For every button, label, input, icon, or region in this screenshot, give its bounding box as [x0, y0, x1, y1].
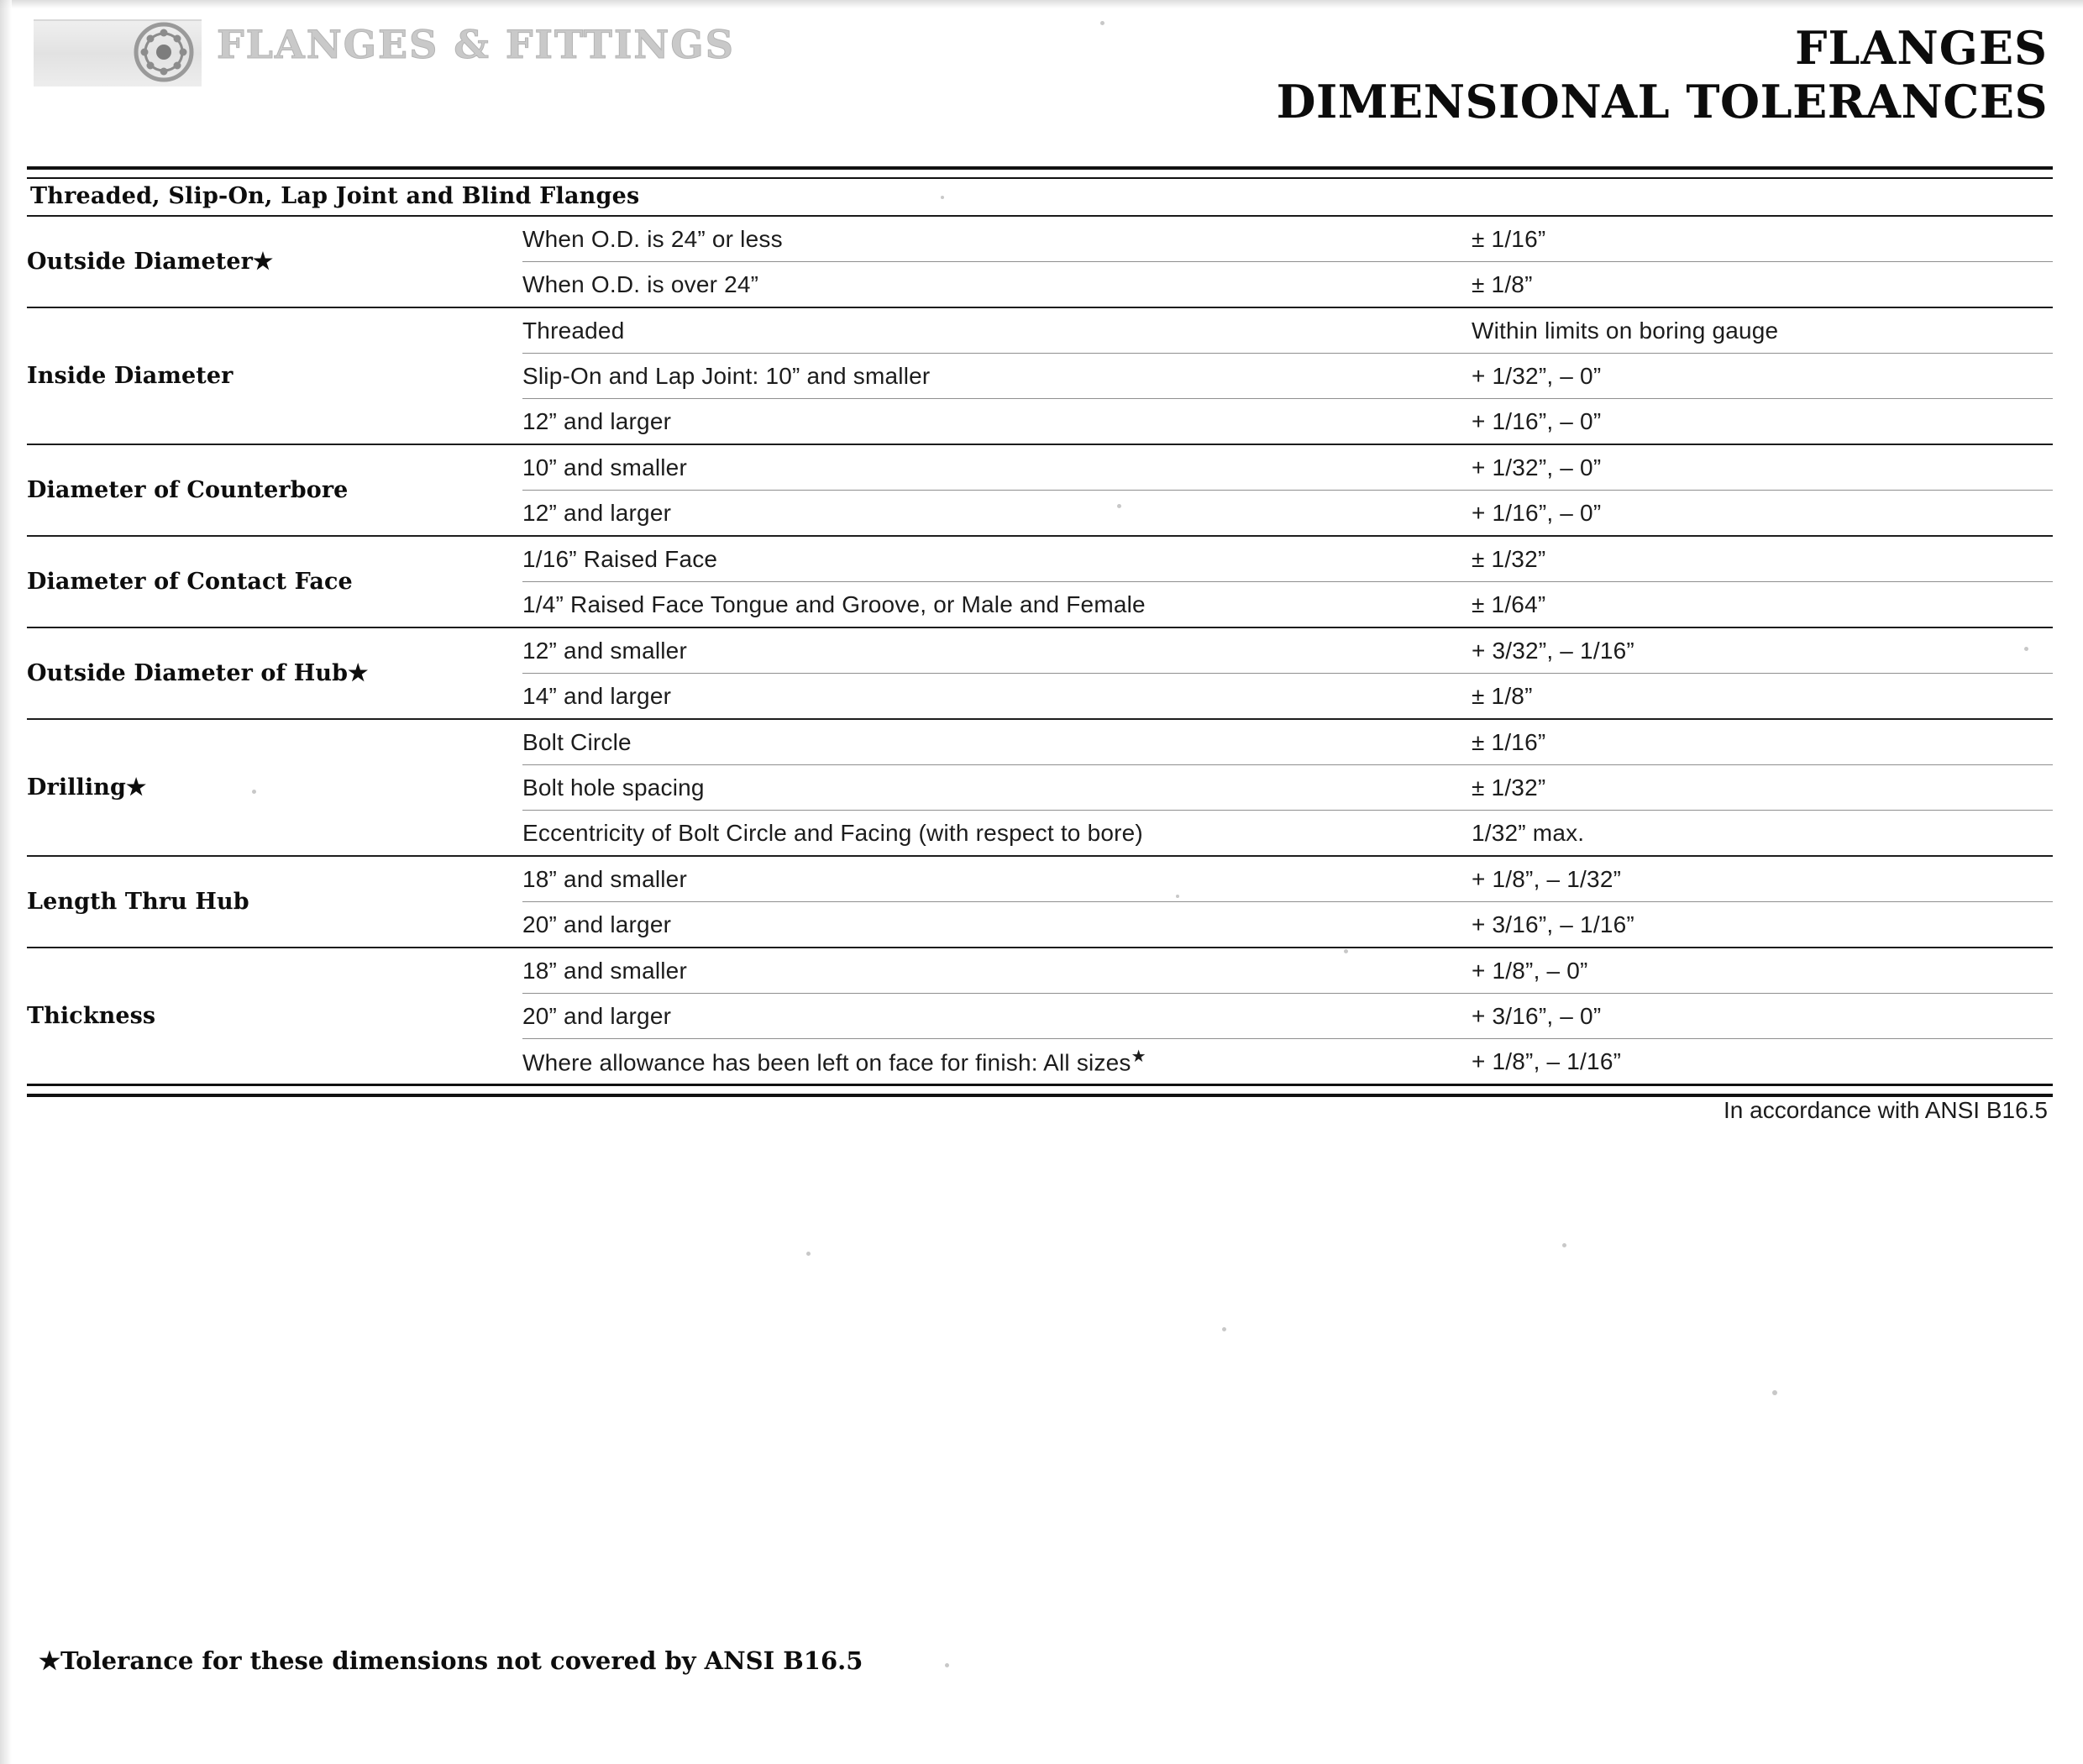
page-title [1277, 22, 2048, 129]
row-tolerance: + 1/8”, – 1/16” [1472, 1039, 2053, 1084]
row-condition: 12” and larger [522, 491, 1472, 537]
row-tolerance: + 1/8”, – 0” [1472, 948, 2053, 994]
scan-speck [1222, 1327, 1226, 1331]
scan-speck [1100, 21, 1104, 25]
table-row [27, 307, 2053, 354]
row-label: Diameter of Counterbore [27, 444, 522, 536]
table-top-rule [27, 166, 2053, 179]
scan-speck [806, 1252, 811, 1256]
page-header [0, 0, 2083, 160]
row-condition: Bolt hole spacing [522, 765, 1472, 811]
row-label: Inside Diameter [27, 307, 522, 444]
scan-edge-left [0, 0, 12, 1764]
row-condition: 14” and larger [522, 674, 1472, 720]
row-condition-text: Where allowance has been left on face for finish: All sizes [522, 1049, 1131, 1076]
row-condition: When O.D. is over 24” [522, 262, 1472, 308]
table-row [27, 627, 2053, 674]
page-title-sub: DIMENSIONAL TOLERANCES [1276, 75, 2048, 129]
row-condition: 20” and larger [522, 994, 1472, 1039]
row-tolerance: ± 1/16” [1472, 225, 1546, 252]
row-tolerance: 1/32” max. [1472, 811, 2053, 857]
table-row [27, 217, 2053, 262]
row-tolerance: Within limits on boring gauge [1472, 307, 2053, 354]
table-row [27, 856, 2053, 902]
row-tolerance: ± 1/16” [1472, 719, 2053, 765]
row-condition: 20” and larger [522, 902, 1472, 948]
table-bottom-rule [27, 1084, 2053, 1097]
scan-speck [1117, 504, 1121, 508]
scan-speck [945, 1663, 949, 1667]
row-tolerance: + 1/16”, – 0” [1472, 491, 2053, 537]
row-condition [522, 1039, 1472, 1084]
row-tolerance: ± 1/8” [1472, 674, 2053, 720]
row-label: Outside Diameter of Hub★ [27, 627, 522, 719]
page-title-main: FLANGES [1795, 21, 2048, 75]
row-condition: 12” and smaller [522, 627, 1472, 674]
row-tolerance: + 3/16”, – 1/16” [1472, 902, 2053, 948]
accordance-note: In accordance with ANSI B16.5 [1724, 1097, 2048, 1123]
tolerance-table [27, 217, 2053, 1084]
row-condition: Slip-On and Lap Joint: 10” and smaller [522, 354, 1472, 399]
scan-speck [2024, 647, 2028, 651]
row-condition: 1/16” Raised Face [522, 536, 1472, 582]
table-row [27, 444, 2053, 491]
row-condition: Threaded [522, 307, 1472, 354]
scan-speck [252, 790, 256, 794]
scan-speck [1344, 949, 1348, 953]
table-row [27, 948, 2053, 994]
row-tolerance: + 3/16”, – 0” [1472, 994, 2053, 1039]
row-condition: 18” and smaller [522, 856, 1472, 902]
row-tolerance: + 3/32”, – 1/16” [1472, 627, 2053, 674]
table-section-title: Threaded, Slip-On, Lap Joint and Blind Flanges [30, 183, 640, 209]
row-label: Drilling★ [27, 719, 522, 856]
row-condition: 10” and smaller [522, 444, 1472, 491]
scan-speck [1772, 1390, 1777, 1395]
footnote-marker: ★ [1131, 1047, 1146, 1067]
row-condition: 12” and larger [522, 399, 1472, 445]
row-label: Diameter of Contact Face [27, 536, 522, 627]
scan-speck [1176, 895, 1179, 898]
row-tolerance: ± 1/64” [1472, 582, 2053, 628]
row-tolerance: ± 1/32” [1472, 765, 2053, 811]
row-condition: Bolt Circle [522, 719, 1472, 765]
footnote-text: ★Tolerance for these dimensions not covered by ANSI B16.5 [39, 1646, 863, 1675]
row-tolerance: + 1/32”, – 0” [1472, 444, 2053, 491]
row-label: Outside Diameter★ [27, 249, 274, 275]
row-condition: When O.D. is 24” or less [522, 225, 783, 252]
row-tolerance: + 1/16”, – 0” [1472, 399, 2053, 445]
row-label: Length Thru Hub [27, 856, 522, 948]
table-row [27, 536, 2053, 582]
brand-title: FLANGES & FITTINGS [217, 22, 735, 67]
row-tolerance: + 1/8”, – 1/32” [1472, 856, 2053, 902]
row-tolerance: ± 1/8” [1472, 262, 2053, 308]
flange-bolt-circle-icon [130, 18, 197, 86]
tolerance-table-body [27, 217, 2053, 1084]
scan-speck [941, 196, 944, 199]
row-condition: 18” and smaller [522, 948, 1472, 994]
row-tolerance: ± 1/32” [1472, 536, 2053, 582]
row-label: Thickness [27, 948, 522, 1084]
row-condition: Eccentricity of Bolt Circle and Facing (with respect to bore) [522, 811, 1472, 857]
row-tolerance: + 1/32”, – 0” [1472, 354, 2053, 399]
row-condition: 1/4” Raised Face Tongue and Groove, or Male and Female [522, 582, 1472, 628]
table-row [27, 719, 2053, 765]
scan-speck [1562, 1243, 1566, 1247]
